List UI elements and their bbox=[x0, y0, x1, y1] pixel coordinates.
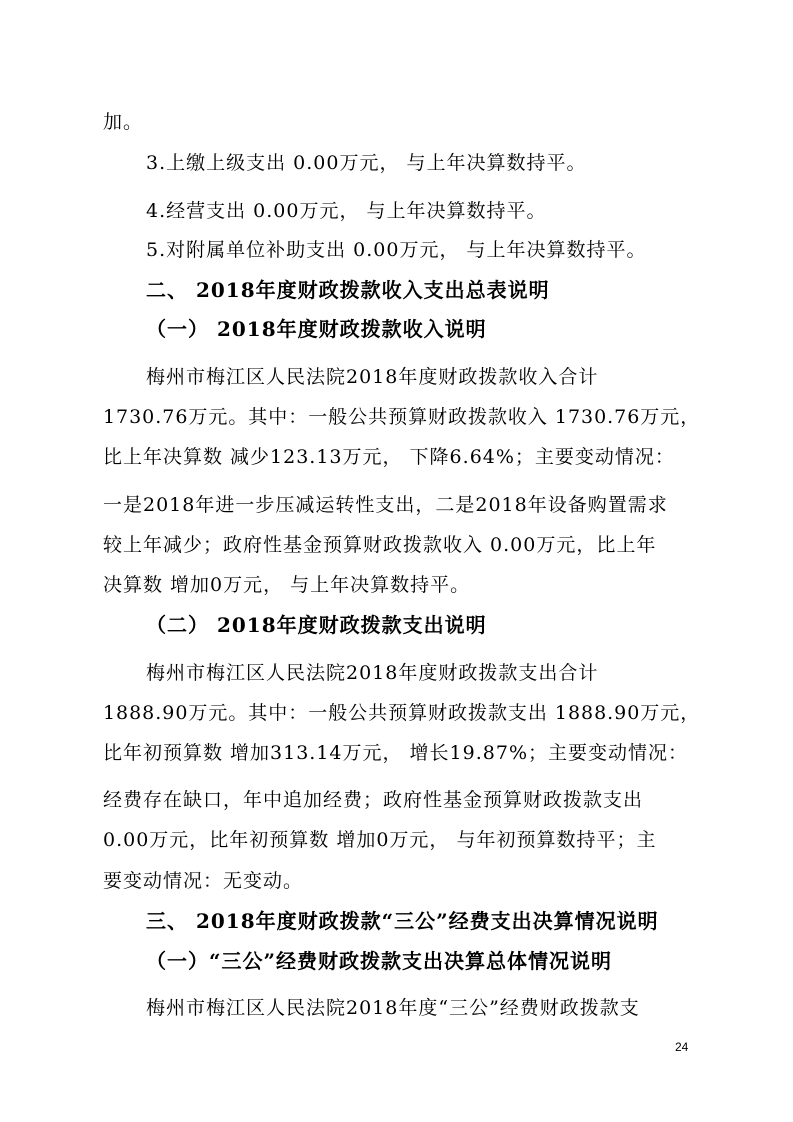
subsection-heading: （二） 2018年度财政拨款支出说明 bbox=[146, 613, 487, 637]
paragraph-line: 0.00万元，比年初预算数 增加0万元， 与年初预算数持平；主 bbox=[103, 829, 657, 851]
paragraph-line: 加。 bbox=[103, 111, 144, 133]
paragraph-line: 比上年决算数 减少123.13万元， 下降6.64%；主要变动情况： bbox=[103, 446, 675, 468]
paragraph-line: 5.对附属单位补助支出 0.00万元， 与上年决算数持平。 bbox=[146, 239, 647, 261]
paragraph-line: 经费存在缺口，年中追加经费；政府性基金预算财政拨款支出 bbox=[103, 789, 644, 811]
subsection-heading: （一） 2018年度财政拨款收入说明 bbox=[146, 317, 487, 341]
paragraph-line: 1730.76万元。其中：一般公共预算财政拨款收入 1730.76万元， bbox=[103, 406, 701, 428]
paragraph-line: 一是2018年进一步压减运转性支出，二是2018年设备购置需求 bbox=[103, 494, 668, 516]
paragraph-line: 决算数 增加0万元， 与上年决算数持平。 bbox=[103, 574, 471, 596]
paragraph-line: 梅州市梅江区人民法院2018年度“三公”经费财政拨款支 bbox=[146, 997, 640, 1019]
paragraph-line: 梅州市梅江区人民法院2018年度财政拨款收入合计 bbox=[146, 366, 599, 388]
paragraph-line: 比年初预算数 增加313.14万元， 增长19.87%；主要变动情况： bbox=[103, 742, 689, 764]
section-heading: 二、 2018年度财政拨款收入支出总表说明 bbox=[146, 278, 550, 302]
section-heading: 三、 2018年度财政拨款“三公”经费支出决算情况说明 bbox=[146, 909, 659, 933]
paragraph-line: 较上年减少；政府性基金预算财政拨款收入 0.00万元，比上年 bbox=[103, 534, 657, 556]
paragraph-line: 梅州市梅江区人民法院2018年度财政拨款支出合计 bbox=[146, 662, 599, 684]
subsection-heading: （一）“三公”经费财政拨款支出决算总体情况说明 bbox=[146, 949, 613, 973]
paragraph-line: 3.上缴上级支出 0.00万元， 与上年决算数持平。 bbox=[146, 152, 587, 174]
paragraph-line: 要变动情况：无变动。 bbox=[103, 870, 304, 892]
page-number: 24 bbox=[675, 1040, 689, 1054]
paragraph-line: 4.经营支出 0.00万元， 与上年决算数持平。 bbox=[146, 200, 547, 222]
paragraph-line: 1888.90万元。其中：一般公共预算财政拨款支出 1888.90万元， bbox=[103, 702, 701, 724]
